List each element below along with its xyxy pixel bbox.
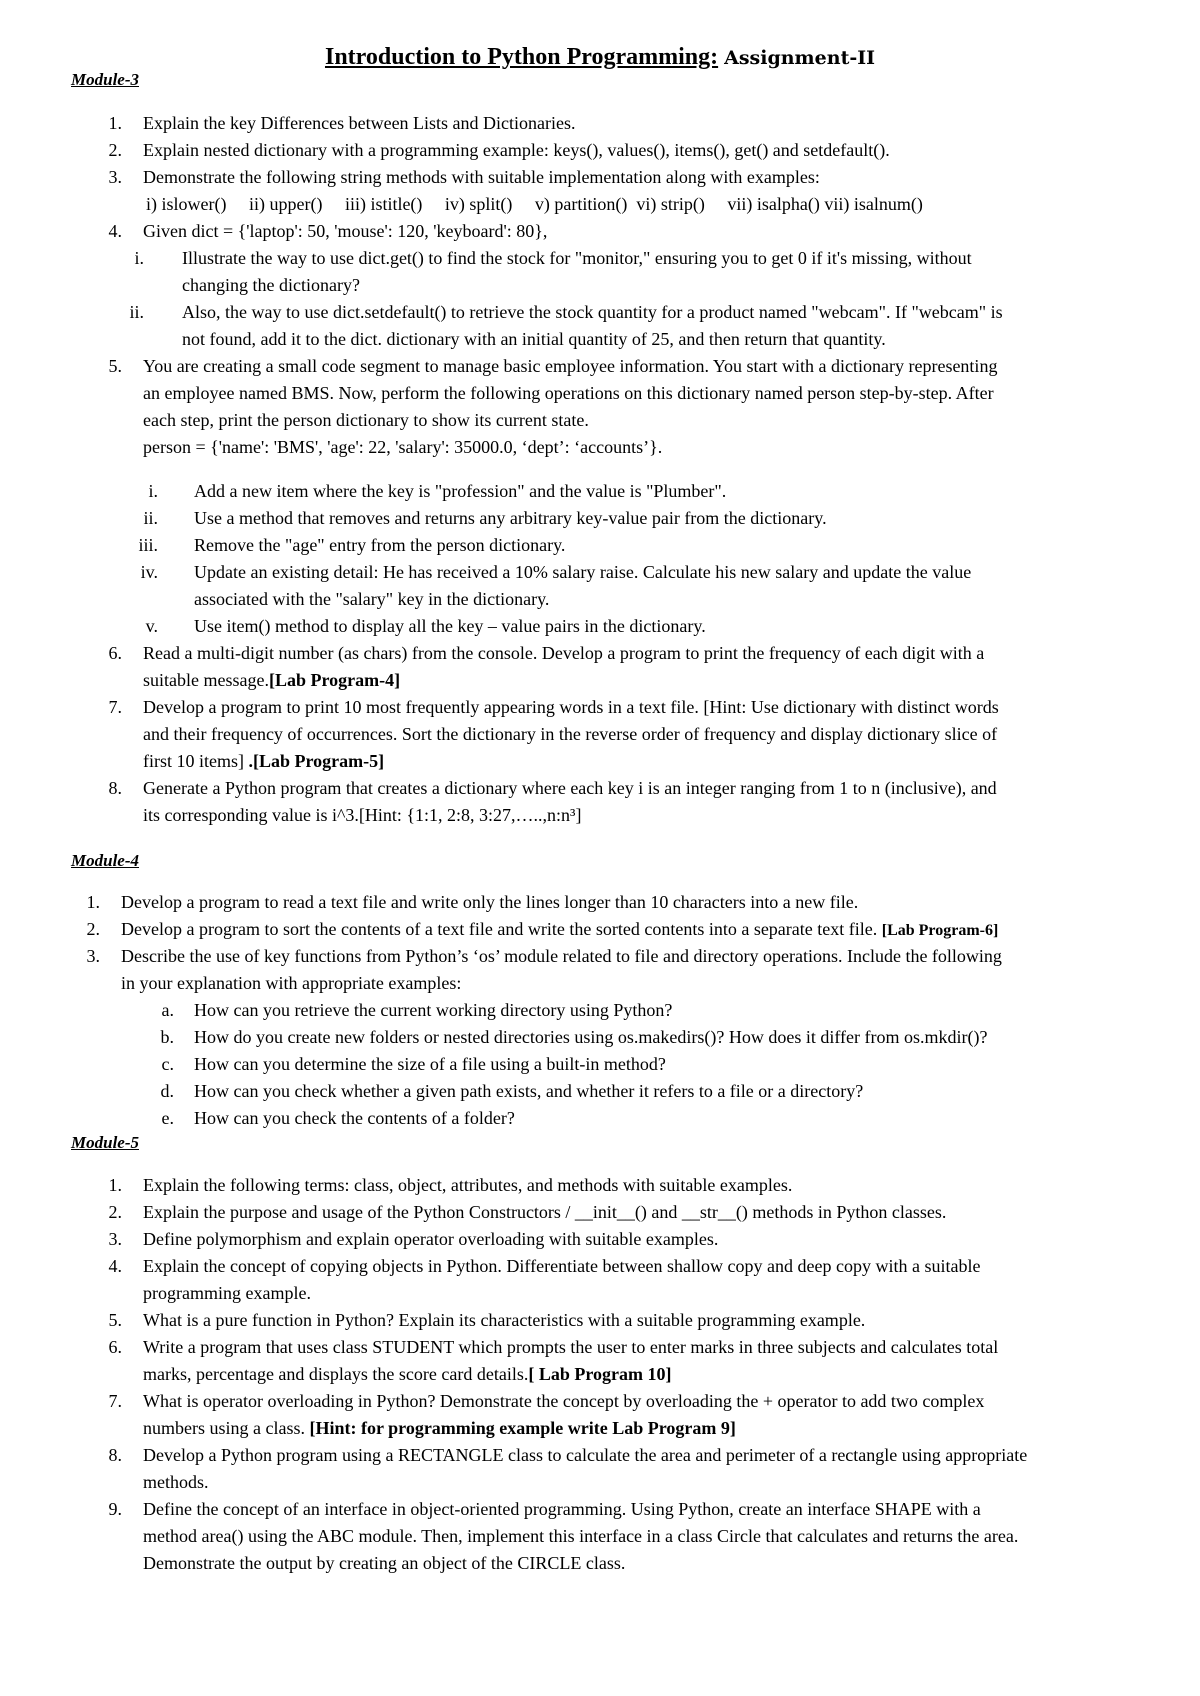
sub-item-number: i. [134, 248, 144, 268]
item-text: associated with the "salary" key in the dictionary. [194, 589, 550, 609]
item-text: numbers using a class. [143, 1418, 305, 1438]
item-text: in your explanation with appropriate examples: [121, 973, 462, 993]
lab-program-tag: [Lab Program-4] [268, 670, 401, 690]
item-number: 1. [108, 113, 122, 133]
module-3-heading: Module-3 [71, 70, 139, 89]
item-number: 4. [108, 221, 122, 241]
sub-item-number: iii. [138, 535, 158, 555]
item-text: Also, the way to use dict.setdefault() to retrieve the stock quantity for a product named "webcam". If "webcam" is [182, 302, 1003, 322]
item-number: 5. [108, 1310, 122, 1330]
item-number: 2. [108, 140, 122, 160]
item-number: 3. [108, 1229, 122, 1249]
item-text: How do you create new folders or nested directories using os.makedirs()? How does it differ from os.mkdir()? [194, 1027, 988, 1047]
item-text: methods. [143, 1472, 209, 1492]
module-5-heading: Module-5 [71, 1133, 139, 1152]
item-text: Demonstrate the following string methods with suitable implementation along with examples: [143, 167, 820, 187]
item-text: Develop a Python program using a RECTANGLE class to calculate the area and perimeter of a rectangle using appropriate [143, 1445, 1028, 1465]
item-number: 8. [108, 778, 122, 798]
lab-program-tag: .[Lab Program-5] [248, 751, 385, 771]
item-text: What is operator overloading in Python? Demonstrate the concept by overloading the + operator to add two complex [143, 1391, 985, 1411]
item-number: 2. [86, 919, 100, 939]
sub-item-number: a. [161, 1000, 174, 1020]
item-text: Read a multi-digit number (as chars) from the console. Develop a program to print the frequency of each digit with a [143, 643, 985, 663]
item-number: 1. [86, 892, 100, 912]
lab-program-tag: [Lab Program-6] [881, 922, 999, 939]
item-number: 4. [108, 1256, 122, 1276]
item-text: How can you determine the size of a file using a built-in method? [194, 1054, 666, 1074]
item-text: Add a new item where the key is "profession" and the value is "Plumber". [194, 481, 727, 501]
item-text: first 10 items] [143, 751, 244, 771]
item-number: 5. [108, 356, 122, 376]
item-text: Develop a program to read a text file and write only the lines longer than 10 characters into a new file. [121, 892, 859, 912]
item-text: Explain the key Differences between Lists and Dictionaries. [143, 113, 576, 133]
item-number: 7. [108, 1391, 122, 1411]
item-text: Explain the purpose and usage of the Python Constructors / __init__() and __str__() methods in Python classes. [143, 1202, 947, 1222]
sub-item-number: iv. [140, 562, 158, 582]
item-text: Illustrate the way to use dict.get() to find the stock for "monitor," ensuring you to get 0 if it's missing, without [182, 248, 972, 268]
item-text: Use a method that removes and returns any arbitrary key-value pair from the dictionary. [194, 508, 827, 528]
item-text: i) islower() ii) upper() iii) istitle() iv) split() v) partition() vi) strip() vii) isalpha() vii) isalnum() [146, 194, 923, 214]
item-text: Define the concept of an interface in object-oriented programming. Using Python, create an interface SHAPE with a [143, 1499, 981, 1519]
item-text: Given dict = {'laptop': 50, 'mouse': 120, 'keyboard': 80}, [143, 221, 548, 241]
item-number: 3. [108, 167, 122, 187]
item-text: its corresponding value is i^3.[Hint: {1:1, 2:8, 3:27,…..,n:n³] [143, 805, 582, 825]
sub-item-number: e. [161, 1108, 174, 1128]
title-sub: Assignment-II [724, 47, 876, 69]
item-number: 2. [108, 1202, 122, 1222]
module-4-heading: Module-4 [71, 851, 139, 870]
item-number: 6. [108, 643, 122, 663]
item-text: Use item() method to display all the key – value pairs in the dictionary. [194, 616, 706, 636]
lab-program-tag: [ Lab Program 10] [528, 1364, 672, 1384]
item-text: and their frequency of occurrences. Sort the dictionary in the reverse order of frequency and display dictionary slice of [143, 724, 998, 744]
item-text: What is a pure function in Python? Explain its characteristics with a suitable programming example. [143, 1310, 866, 1330]
item-text: Generate a Python program that creates a dictionary where each key i is an integer ranging from 1 to n (inclusive), and [143, 778, 997, 798]
item-number: 3. [86, 946, 100, 966]
sub-item-number: b. [160, 1027, 174, 1047]
item-text: changing the dictionary? [182, 275, 360, 295]
item-text: suitable message. [143, 670, 269, 690]
sub-item-number: ii. [143, 508, 158, 528]
item-text: an employee named BMS. Now, perform the following operations on this dictionary named person step-by-step. After [143, 383, 994, 403]
sub-item-number: d. [160, 1081, 174, 1101]
sub-item-number: ii. [129, 302, 144, 322]
sub-item-number: i. [148, 481, 158, 501]
item-text: Define polymorphism and explain operator overloading with suitable examples. [143, 1229, 719, 1249]
item-number: 1. [108, 1175, 122, 1195]
item-text: How can you check whether a given path exists, and whether it refers to a file or a directory? [194, 1081, 864, 1101]
item-text: method area() using the ABC module. Then, implement this interface in a class Circle that calculates and returns the area. [143, 1526, 1019, 1546]
item-number: 9. [108, 1499, 122, 1519]
title-main: Introduction to Python Programming: [324, 44, 719, 70]
item-number: 6. [108, 1337, 122, 1357]
sub-item-number: c. [161, 1054, 174, 1074]
item-text: You are creating a small code segment to manage basic employee information. You start with a dictionary representing [143, 356, 998, 376]
item-text: Explain the following terms: class, object, attributes, and methods with suitable examples. [143, 1175, 793, 1195]
page-title [0, 44, 1200, 71]
item-text: Develop a program to print 10 most frequently appearing words in a text file. [Hint: Use dictionary with distinct words [143, 697, 999, 717]
item-text: marks, percentage and displays the score card details. [143, 1364, 529, 1384]
item-text: person = {'name': 'BMS', 'age': 22, 'salary': 35000.0, ‘dept’: ‘accounts’}. [143, 437, 663, 457]
item-text: Describe the use of key functions from Python’s ‘os’ module related to file and directory operations. Include the following [121, 946, 1002, 966]
item-text: not found, add it to the dict. dictionary with an initial quantity of 25, and then return that quantity. [182, 329, 886, 349]
item-text: Write a program that uses class STUDENT which prompts the user to enter marks in three subjects and calculates total [143, 1337, 999, 1357]
item-text: Remove the "age" entry from the person dictionary. [194, 535, 566, 555]
item-text: programming example. [143, 1283, 311, 1303]
item-text: each step, print the person dictionary to show its current state. [143, 410, 589, 430]
item-text: Demonstrate the output by creating an object of the CIRCLE class. [143, 1553, 626, 1573]
sub-item-number: v. [145, 616, 158, 636]
item-text: How can you check the contents of a folder? [194, 1108, 515, 1128]
item-number: 8. [108, 1445, 122, 1465]
item-text: Explain nested dictionary with a programming example: keys(), values(), items(), get() and setdefault(). [143, 140, 890, 160]
item-text: Explain the concept of copying objects in Python. Differentiate between shallow copy and deep copy with a suitable [143, 1256, 981, 1276]
item-number: 7. [108, 697, 122, 717]
lab-program-tag: [Hint: for programming example write Lab Program 9] [304, 1418, 736, 1438]
item-text: Develop a program to sort the contents of a text file and write the sorted contents into a separate text file. [121, 919, 878, 939]
item-text: Update an existing detail: He has received a 10% salary raise. Calculate his new salary and update the value [194, 562, 972, 582]
item-text: How can you retrieve the current working directory using Python? [194, 1000, 673, 1020]
